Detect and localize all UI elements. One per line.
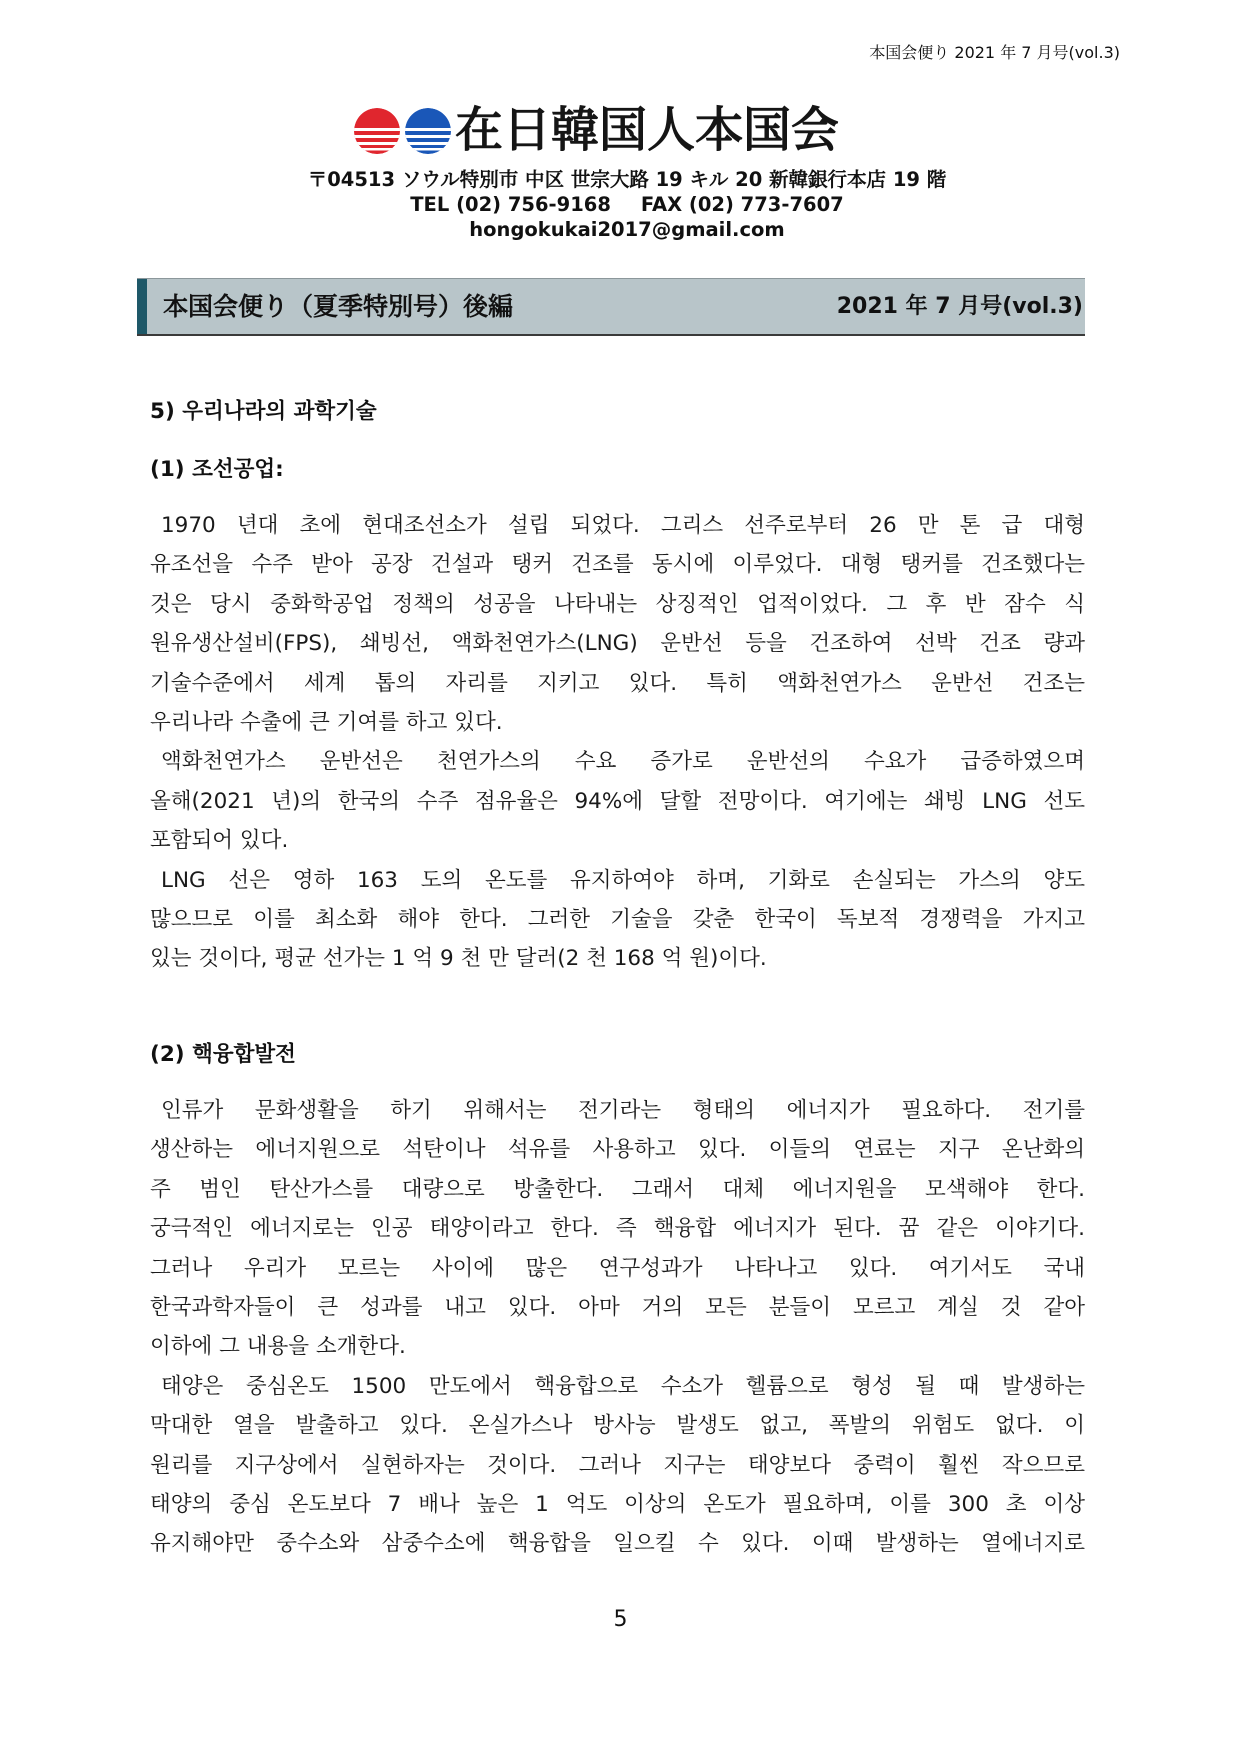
text-line: LNG 선은 영하 163 도의 온도를 유지하여야 하며, 기화로 손실되는 가스의 양도 [161, 867, 1085, 893]
text-line: 있는 것이다, 평균 선가는 1 억 9 천 만 달러(2 천 168 억 원)이다. [150, 946, 767, 972]
page-number: 5 [613, 1607, 628, 1632]
text-line: 이하에 그 내용을 소개한다. [150, 1334, 406, 1360]
text-line: 유조선을 수주 받아 공장 건설과 탱커 건조를 동시에 이루었다. 대형 탱커를 건조했다는 [150, 552, 1085, 578]
subsection-body [150, 506, 1085, 979]
address: 〒04513 ソウル特別市 中区 世宗大路 19 キル 20 新韓銀行本店 19 階 [307, 168, 947, 191]
subsection [150, 1035, 1085, 1564]
newsletter-banner [137, 278, 1085, 336]
text-line: 주 범인 탄산가스를 대량으로 방출한다. 그래서 대체 에너지원을 모색해야 한다. [150, 1176, 1085, 1202]
text-line: 원리를 지구상에서 실현하자는 것이다. 그러나 지구는 태양보다 중력이 훨씬 작으므로 [150, 1452, 1085, 1478]
telephone: TEL (02) 756-9168 [410, 193, 611, 216]
text-line: 태양의 중심 온도보다 7 배나 높은 1 억도 이상의 온도가 필요하며, 이를 300 초 이상 [150, 1491, 1085, 1517]
banner-title: 本国会便り（夏季特別号）後編 [163, 292, 514, 321]
contact-block [137, 167, 1117, 242]
subsection [150, 450, 1085, 979]
text-line: 원유생산설비(FPS), 쇄빙선, 액화천연가스(LNG) 운반선 등을 건조하여 선박 건조 량과 [150, 631, 1085, 657]
text-line: 그러나 우리가 모르는 사이에 많은 연구성과가 나타나고 있다. 여기서도 국내 [150, 1255, 1085, 1281]
fax: FAX (02) 773-7607 [640, 193, 844, 216]
running-header: 本国会便り 2021 年 7 月号(vol.3) [869, 43, 1120, 62]
subsection-heading: (1) 조선공업: [150, 457, 284, 482]
banner-accent-bar [137, 279, 147, 334]
text-line: 것은 당시 중화학공업 정책의 성공을 나타내는 상징적인 업적이었다. 그 후 반 잠수 식 [150, 591, 1085, 617]
text-line: 태양은 중심온도 1500 만도에서 핵융합으로 수소가 헬륨으로 형성 될 때 발생하는 [161, 1373, 1085, 1399]
organization-logo-icon [352, 106, 454, 156]
text-line: 생산하는 에너지원으로 석탄이나 석유를 사용하고 있다. 이들의 연료는 지구 온난화의 [150, 1137, 1085, 1163]
text-line: 기술수준에서 세계 톱의 자리를 지키고 있다. 특히 액화천연가스 운반선 건조는 [150, 670, 1085, 696]
text-line: 많으므로 이를 최소화 해야 한다. 그러한 기술을 갖춘 한국이 독보적 경쟁력을 가지고 [150, 906, 1085, 932]
logo-red-circle [352, 108, 404, 154]
text-line: 1970 년대 초에 현대조선소가 설립 되었다. 그리스 선주로부터 26 만 톤 급 대형 [161, 513, 1085, 538]
subsection-body [150, 1091, 1085, 1564]
text-line: 액화천연가스 운반선은 천연가스의 수요 증가로 운반선의 수요가 급증하였으며 [161, 749, 1085, 775]
text-line: 올해(2021 년)의 한국의 수주 점유율은 94%에 달할 전망이다. 여기에는 쇄빙 LNG 선도 [150, 788, 1085, 814]
organization-name: 在日韓国人本国会 [455, 102, 840, 158]
phone-fax-row [137, 192, 1117, 217]
text-line: 포함되어 있다. [150, 828, 289, 854]
article-heading: 5) 우리나라의 과학기술 [150, 399, 377, 424]
text-line: 한국과학자들이 큰 성과를 내고 있다. 아마 거의 모든 분들이 모르고 계실 것 같아 [150, 1294, 1085, 1320]
text-line: 궁극적인 에너지로는 인공 태양이라고 한다. 즉 핵융합 에너지가 된다. 꿈 같은 이야기다. [150, 1216, 1085, 1242]
text-line: 유지해야만 중수소와 삼중수소에 핵융합을 일으킬 수 있다. 이때 발생하는 열에너지로 [150, 1531, 1085, 1557]
text-line: 우리나라 수출에 큰 기여를 하고 있다. [150, 709, 503, 735]
text-line: 인류가 문화생활을 하기 위해서는 전기라는 형태의 에너지가 필요하다. 전기를 [161, 1098, 1085, 1123]
subsection-heading: (2) 핵융합발전 [150, 1042, 296, 1067]
email: hongokukai2017@gmail.com [469, 218, 785, 241]
banner-issue: 2021 年 7 月号(vol.3) [836, 294, 1083, 319]
logo-blue-circle [402, 108, 454, 154]
text-line: 막대한 열을 발출하고 있다. 온실가스나 방사능 발생도 없고, 폭발의 위험도 없다. 이 [150, 1413, 1085, 1439]
